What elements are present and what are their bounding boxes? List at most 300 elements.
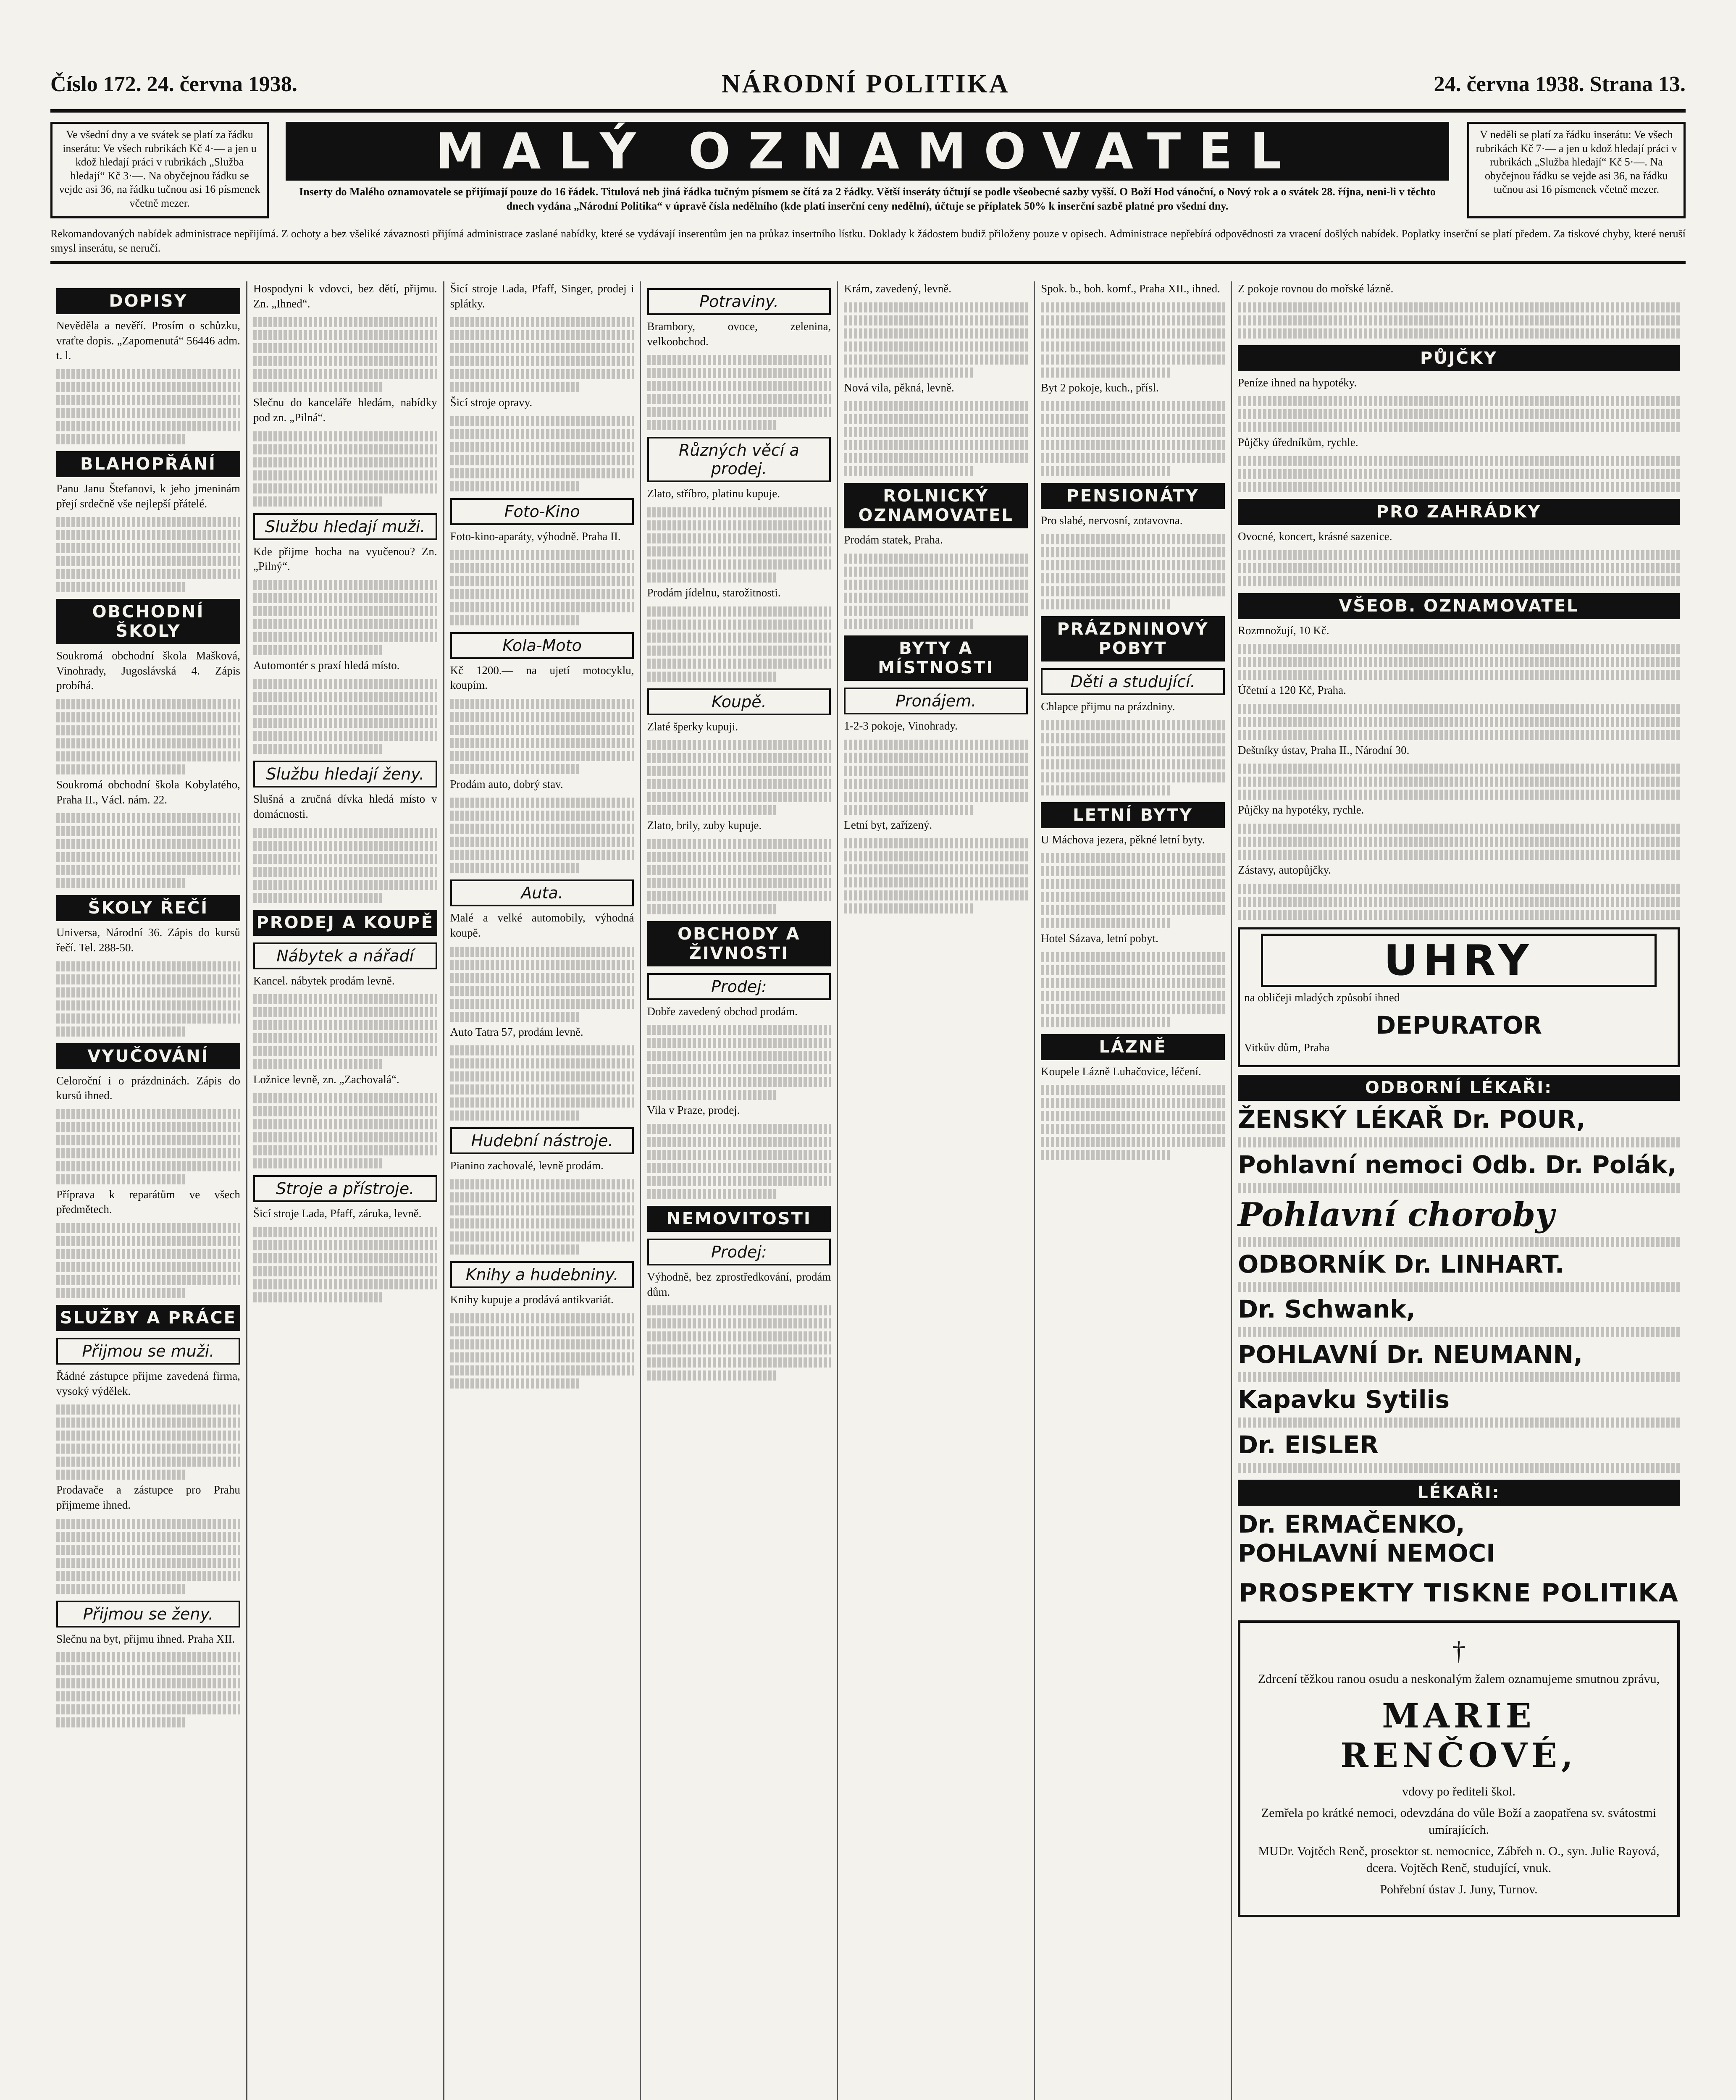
issue-number: Číslo 172. 24. června 1938.	[50, 72, 297, 96]
newspaper-page	[50, 59, 1686, 2100]
uhry-subtitle: na obličeji mladých způsobí ihned	[1244, 991, 1400, 1004]
text-line	[253, 580, 437, 590]
classified-ad: Automontér s praxí hledá místo.	[253, 659, 400, 672]
text-line	[56, 434, 185, 444]
text-line	[1041, 720, 1225, 730]
text-line	[647, 779, 831, 789]
text-line	[647, 852, 831, 862]
text-line	[647, 1077, 831, 1087]
uhry-title: UHRY	[1261, 934, 1657, 987]
classified-ad: Slušná a zručná dívka hledá místo v domácnosti.	[253, 793, 437, 820]
subsection-heading: Stroje a přístroje.	[253, 1175, 437, 1202]
admin-notice: Rekomandovaných nabídek administrace nepřijímá. Z ochoty a bez všeliké závaznosti přijímá administrace zaslané nabídky, které se vydávají inserentům jen na průkaz insertního lístku. Doklady k žádostem budiž přiloženy pouze v opisech. Administrace nepřebírá odpovědnosti za vracení došlých nabídek. Poplatky inserční se platí předem. Za tiskové chyby, které neruší smysl inserátu, se neručí.	[50, 227, 1686, 264]
text-line	[844, 606, 1028, 616]
text-line	[450, 863, 579, 873]
text-line	[844, 341, 1028, 352]
text-line	[450, 615, 579, 625]
classified-ad: Chlapce přijmu na prázdniny.	[1041, 700, 1175, 713]
doctors-heading: ODBORNÍ LÉKAŘI:	[1238, 1075, 1680, 1101]
text-line	[56, 530, 240, 540]
text-line	[1041, 853, 1225, 863]
subsection-heading: Potraviny.	[647, 288, 831, 315]
section-heading: ŠKOLY ŘEČÍ	[56, 895, 240, 921]
text-line	[450, 1084, 634, 1095]
text-line	[253, 593, 437, 603]
text-line	[450, 986, 634, 996]
text-line	[1238, 730, 1680, 740]
text-line	[844, 302, 1028, 312]
text-line	[1041, 1085, 1225, 1095]
text-line	[1041, 534, 1225, 544]
subsection-heading: Hudební nástroje.	[450, 1127, 634, 1154]
text-line	[450, 1205, 634, 1215]
text-line	[844, 851, 1028, 861]
classified-ad: Knihy kupuje a prodává antikvariát.	[450, 1293, 614, 1306]
text-line	[844, 805, 972, 815]
text-line	[56, 987, 240, 998]
text-line	[1041, 918, 1169, 928]
classified-ad: Prodám statek, Praha.	[844, 533, 943, 546]
text-line	[56, 1545, 240, 1555]
text-line	[1041, 1111, 1225, 1121]
column-2	[247, 281, 444, 2100]
obituary-footer: Pohřební ústav J. Juny, Turnov.	[1380, 1882, 1538, 1896]
text-line	[56, 1122, 240, 1132]
section-heading: LÁZNĚ	[1041, 1034, 1225, 1060]
text-line	[647, 753, 831, 763]
text-line	[647, 355, 831, 365]
subsection-heading: Pronájem.	[844, 688, 1028, 714]
text-line	[647, 805, 776, 815]
text-line	[253, 1158, 382, 1168]
section-heading: BLAHOPŘÁNÍ	[56, 451, 240, 477]
text-line	[1238, 670, 1680, 680]
text-line	[56, 1558, 240, 1568]
text-line	[56, 1418, 240, 1428]
text-line	[1238, 563, 1680, 573]
text-line	[647, 533, 831, 543]
text-line	[450, 699, 634, 709]
text-line	[1041, 1004, 1225, 1014]
text-line	[1238, 1418, 1680, 1428]
text-line	[56, 699, 240, 709]
text-line	[56, 1249, 240, 1259]
subsection-heading: Auta.	[450, 879, 634, 906]
classified-columns	[50, 281, 1686, 2100]
obituary-intro: Zdrcení těžkou ranou osudu a neskonalým žalem oznamujeme smutnou zprávu,	[1258, 1672, 1660, 1686]
text-line	[56, 1571, 240, 1581]
text-line	[1238, 777, 1680, 787]
text-line	[647, 520, 831, 530]
text-line	[1238, 1463, 1680, 1473]
classified-ad: Šicí stroje Lada, Pfaff, Singer, prodej i splátky.	[450, 282, 634, 310]
text-line	[56, 712, 240, 722]
section-heading: VYUČOVÁNÍ	[56, 1043, 240, 1069]
text-line	[253, 1020, 437, 1030]
classified-ad: Letní byt, zařízený.	[844, 818, 932, 831]
text-line	[1238, 328, 1680, 339]
text-line	[647, 766, 831, 776]
text-line	[1238, 456, 1680, 466]
text-line	[56, 1013, 240, 1024]
text-line	[450, 725, 634, 735]
text-line	[253, 330, 437, 340]
depurator-shop: Vitkův dům, Praha	[1244, 1041, 1330, 1054]
text-line	[56, 556, 240, 566]
classified-ad: Hospodyni k vdovci, bez dětí, přijmu. Zn. „Ihned“.	[253, 282, 437, 310]
subsection-heading: Přijmou se muži.	[56, 1338, 240, 1365]
text-line	[56, 1404, 240, 1415]
text-line	[253, 994, 437, 1004]
text-line	[450, 973, 634, 983]
text-line	[56, 1444, 240, 1454]
text-line	[450, 576, 634, 586]
subsection-heading: Různých věcí a prodej.	[647, 437, 831, 482]
text-line	[56, 974, 240, 984]
text-line	[253, 744, 382, 754]
text-line	[647, 620, 831, 630]
text-line	[450, 960, 634, 970]
cross-icon: †	[1452, 1635, 1465, 1666]
text-line	[1041, 453, 1225, 463]
price-box-weekday: Ve všední dny a ve svátek se platí za řádku inserátu: Ve všech rubrikách Kč 4·— a jen u kdož hledají práci v rubrikách „Služba hledají“ Kč 3·—. Na obyčejnou řádku se vejde asi 36, na řádku tučnou asi 16 písmenek včetně mezer.	[50, 122, 269, 218]
uhry-advert	[1238, 927, 1680, 1068]
text-line	[1041, 759, 1225, 769]
text-line	[647, 1051, 831, 1061]
text-line	[253, 382, 382, 392]
doctor-advert: Dr. ERMAČENKO,	[1238, 1509, 1465, 1538]
text-line	[1041, 866, 1225, 876]
classified-ad: Peníze ihned na hypotéky.	[1238, 376, 1357, 389]
text-line	[450, 751, 634, 761]
text-line	[844, 328, 1028, 339]
classified-ad: Výhodně, bez zprostředkování, prodám dům.	[647, 1270, 831, 1298]
text-line	[1238, 717, 1680, 727]
text-line	[450, 999, 634, 1009]
text-line	[1238, 550, 1680, 560]
text-line	[647, 1150, 831, 1160]
classified-ad: Kancel. nábytek prodám levně.	[253, 974, 395, 987]
text-line	[56, 865, 240, 875]
section-heading: OBCHODNÍ ŠKOLY	[56, 599, 240, 644]
text-line	[1041, 965, 1225, 975]
text-line	[647, 659, 831, 669]
text-line	[253, 1132, 437, 1142]
text-line	[253, 841, 437, 851]
text-line	[1238, 1372, 1680, 1382]
text-line	[1041, 427, 1225, 437]
text-line	[647, 407, 831, 417]
text-line	[253, 1292, 382, 1302]
text-line	[1041, 573, 1225, 583]
text-line	[56, 369, 240, 379]
text-line	[450, 837, 634, 847]
print-advert: PROSPEKTY TISKNE POLITIKA	[1239, 1578, 1679, 1608]
text-line	[450, 1378, 579, 1389]
text-line	[56, 1288, 185, 1298]
classified-ad: Koupele Lázně Luhačovice, léčení.	[1041, 1065, 1201, 1078]
classified-ad: Půjčky na hypotéky, rychle.	[1238, 803, 1364, 816]
subsection-heading: Nábytek a nářadí	[253, 942, 437, 969]
classified-ad: Z pokoje rovnou do mořské lázně.	[1238, 282, 1394, 295]
text-line	[450, 455, 634, 465]
text-line	[647, 1176, 831, 1186]
text-line	[450, 1058, 634, 1068]
text-line	[56, 421, 240, 431]
text-line	[844, 838, 1028, 848]
text-line	[844, 877, 1028, 887]
column-5	[838, 281, 1035, 2100]
text-line	[56, 764, 185, 774]
classified-ad: 1-2-3 pokoje, Vinohrady.	[844, 719, 958, 732]
text-line	[253, 356, 437, 366]
text-line	[253, 645, 382, 655]
text-line	[450, 1012, 579, 1022]
text-line	[1041, 315, 1225, 326]
doctor-advert: ŽENSKÝ LÉKAŘ Dr. POUR,	[1238, 1105, 1586, 1134]
text-line	[647, 559, 831, 570]
text-line	[1238, 910, 1680, 920]
text-line	[647, 572, 776, 583]
text-line	[450, 824, 634, 834]
text-line	[56, 1457, 240, 1467]
text-line	[1041, 905, 1225, 915]
deceased-role: vdovy po řediteli škol.	[1402, 1785, 1515, 1799]
classified-ad: Hotel Sázava, letní pobyt.	[1041, 932, 1158, 945]
text-line	[1041, 328, 1225, 339]
text-line	[844, 554, 1028, 564]
text-line	[844, 440, 1028, 450]
text-line	[450, 1192, 634, 1202]
subsection-heading: Službu hledají muži.	[253, 513, 437, 540]
text-line	[253, 606, 437, 616]
text-line	[1238, 1237, 1680, 1247]
text-line	[1041, 746, 1225, 756]
text-line	[1238, 396, 1680, 406]
text-line	[450, 416, 634, 426]
text-line	[56, 878, 185, 888]
text-line	[647, 368, 831, 378]
text-line	[647, 1370, 776, 1381]
text-line	[1238, 1282, 1680, 1292]
classified-ad: Ložnice levně, zn. „Zachovalá“.	[253, 1073, 399, 1086]
right-column	[1232, 281, 1686, 2100]
text-line	[844, 766, 1028, 776]
text-line	[1238, 422, 1680, 432]
classified-ad: Šicí stroje Lada, Pfaff, záruka, levně.	[253, 1207, 422, 1220]
classified-ad: Soukromá obchodní škola Mašková, Vinohrady, Jugoslávská 4. Zápis probíhá.	[56, 649, 240, 692]
text-line	[56, 1135, 240, 1145]
text-line	[844, 903, 972, 914]
text-line	[450, 550, 634, 560]
text-line	[647, 1344, 831, 1354]
text-line	[253, 1145, 437, 1155]
section-heading: NEMOVITOSTI	[647, 1206, 831, 1232]
text-line	[253, 1033, 437, 1043]
text-line	[253, 369, 437, 379]
text-line	[56, 1148, 240, 1158]
section-heading: BYTY A MÍSTNOSTI	[844, 635, 1028, 681]
text-line	[253, 1119, 437, 1129]
text-line	[450, 1244, 579, 1255]
text-line	[56, 751, 240, 761]
text-line	[844, 427, 1028, 437]
classified-ad: Dobře zavedený obchod prodám.	[647, 1005, 798, 1018]
classified-ad: Účetní a 120 Kč, Praha.	[1238, 684, 1346, 697]
section-heading: PRO ZAHRÁDKY	[1238, 499, 1680, 525]
subsection-heading: Děti a studující.	[1041, 668, 1225, 695]
text-line	[647, 1124, 831, 1134]
text-line	[1041, 466, 1169, 476]
classified-ad: Soukromá obchodní škola Kobylatého, Praha II., Václ. nám. 22.	[56, 778, 240, 806]
text-line	[450, 589, 634, 599]
text-line	[1238, 315, 1680, 326]
text-line	[450, 850, 634, 860]
text-line	[1041, 772, 1225, 782]
text-line	[1238, 704, 1680, 714]
text-line	[253, 679, 437, 689]
text-line	[56, 852, 240, 862]
text-line	[450, 1045, 634, 1055]
text-line	[56, 569, 240, 579]
text-line	[844, 619, 972, 629]
text-line	[450, 1179, 634, 1189]
text-line	[844, 753, 1028, 763]
text-line	[1041, 952, 1225, 962]
text-line	[253, 1106, 437, 1116]
section-heading: OBCHODY A ŽIVNOSTI	[647, 921, 831, 966]
text-line	[647, 1090, 776, 1100]
text-line	[253, 1007, 437, 1017]
text-line	[647, 546, 831, 556]
text-line	[844, 567, 1028, 577]
subsection-heading: Kola-Moto	[450, 632, 634, 659]
text-line	[1041, 785, 1169, 795]
text-line	[253, 431, 437, 441]
text-line	[647, 1038, 831, 1048]
text-line	[647, 891, 831, 901]
text-line	[647, 507, 831, 517]
classified-ad: Spok. b., boh. komf., Praha XII., ihned.	[1041, 282, 1220, 295]
text-line	[450, 330, 634, 340]
deceased-name: MARIE RENČOVÉ,	[1340, 1696, 1577, 1775]
text-line	[450, 738, 634, 748]
text-line	[253, 1240, 437, 1250]
text-line	[56, 839, 240, 849]
text-line	[1238, 409, 1680, 419]
text-line	[844, 414, 1028, 424]
text-line	[647, 1318, 831, 1328]
text-line	[844, 779, 1028, 789]
subsection-heading: Přijmou se ženy.	[56, 1601, 240, 1628]
subsection-heading: Knihy a hudebniny.	[450, 1261, 634, 1288]
text-line	[647, 1064, 831, 1074]
text-line	[56, 961, 240, 971]
text-line	[1041, 401, 1225, 411]
text-line	[253, 880, 437, 890]
doctor-advert: ODBORNÍK Dr. LINHART.	[1238, 1250, 1564, 1278]
text-line	[647, 878, 831, 888]
classified-ad: Celoroční i o prázdninách. Zápis do kursů ihned.	[56, 1074, 240, 1102]
classified-ad: Slečnu na byt, přijmu ihned. Praha XII.	[56, 1632, 235, 1645]
text-line	[450, 602, 634, 612]
text-line	[844, 864, 1028, 874]
section-heading: SLUŽBY A PRÁCE	[56, 1305, 240, 1331]
text-line	[647, 1189, 776, 1199]
subsection-heading: Prodej:	[647, 1239, 831, 1265]
text-line	[1238, 644, 1680, 654]
date-page: 24. června 1938. Strana 13.	[1434, 72, 1686, 96]
text-line	[450, 1313, 634, 1323]
doctors-heading-2: LÉKAŘI:	[1238, 1480, 1680, 1506]
text-line	[1238, 1327, 1680, 1337]
classified-ad: Deštníky ústav, Praha II., Národní 30.	[1238, 743, 1410, 756]
text-line	[647, 420, 776, 430]
text-line	[253, 867, 437, 877]
text-line	[253, 1227, 437, 1237]
text-line	[647, 633, 831, 643]
text-line	[1041, 1017, 1169, 1027]
text-line	[253, 731, 437, 741]
paper-name: NÁRODNÍ POLITIKA	[721, 69, 1010, 98]
subsection-heading: Foto-Kino	[450, 498, 634, 525]
text-line	[1238, 837, 1680, 847]
text-line	[56, 738, 240, 748]
text-line	[647, 1357, 831, 1368]
text-line	[1041, 1124, 1225, 1134]
text-line	[56, 1223, 240, 1233]
text-line	[56, 1161, 240, 1171]
text-line	[844, 740, 1028, 750]
text-line	[1041, 1137, 1225, 1147]
text-line	[56, 1470, 185, 1480]
text-line	[844, 593, 1028, 603]
text-line	[56, 517, 240, 527]
classified-ad: Kč 1200.— na ujetí motocyklu, koupím.	[450, 664, 634, 692]
classified-ad: Universa, Národní 36. Zápis do kursů řečí. Tel. 288-50.	[56, 926, 240, 954]
text-line	[647, 672, 776, 682]
banner-subtitle: Inserty do Malého oznamovatele se přijímají pouze do 16 řádek. Titulová neb jiná řádka tučným písmem se čítá za 2 řádky. Větší inseráty účtují se podle všeobecné sazby vyšší. O Boží Hod vánoční, o Nový rok a o svátek 28. října, neni-li v těchto dnech vydána „Národní Politika“ v úpravě čísla nedělního (kde platí inserční ceny nedělní), účtuje se příplatek 50% k inserční sazbě platné pro všední dny.	[299, 186, 1436, 212]
depurator-name: DEPURATOR	[1376, 1011, 1542, 1040]
text-line	[1041, 733, 1225, 743]
text-line	[253, 705, 437, 715]
text-line	[1238, 897, 1680, 907]
doctor-advert: Pohlavní choroby	[1238, 1195, 1555, 1234]
text-line	[1238, 1137, 1680, 1147]
text-line	[56, 1584, 185, 1594]
classified-ad: Řádné zástupce přijme zavedená firma, vysoký výdělek.	[56, 1370, 240, 1397]
text-line	[1041, 978, 1225, 988]
text-line	[450, 563, 634, 573]
text-line	[56, 1236, 240, 1246]
text-line	[450, 1097, 634, 1108]
classified-ad: Brambory, ovoce, zelenina, velkoobchod.	[647, 320, 831, 348]
text-line	[1041, 991, 1225, 1001]
classified-ad: Nová vila, pěkná, levně.	[844, 381, 954, 394]
text-line	[56, 826, 240, 836]
text-line	[647, 740, 831, 750]
column-4	[641, 281, 838, 2100]
text-line	[253, 1266, 437, 1276]
doctor-advert: Dr. EISLER	[1238, 1431, 1379, 1460]
text-line	[253, 317, 437, 327]
classified-ad: Ovocné, koncert, krásné sazenice.	[1238, 530, 1392, 543]
text-line	[253, 457, 437, 467]
text-line	[1041, 414, 1225, 424]
classified-ad: Šicí stroje opravy.	[450, 396, 533, 409]
text-line	[450, 1071, 634, 1082]
doctor-advert: Dr. Schwank,	[1238, 1295, 1416, 1324]
